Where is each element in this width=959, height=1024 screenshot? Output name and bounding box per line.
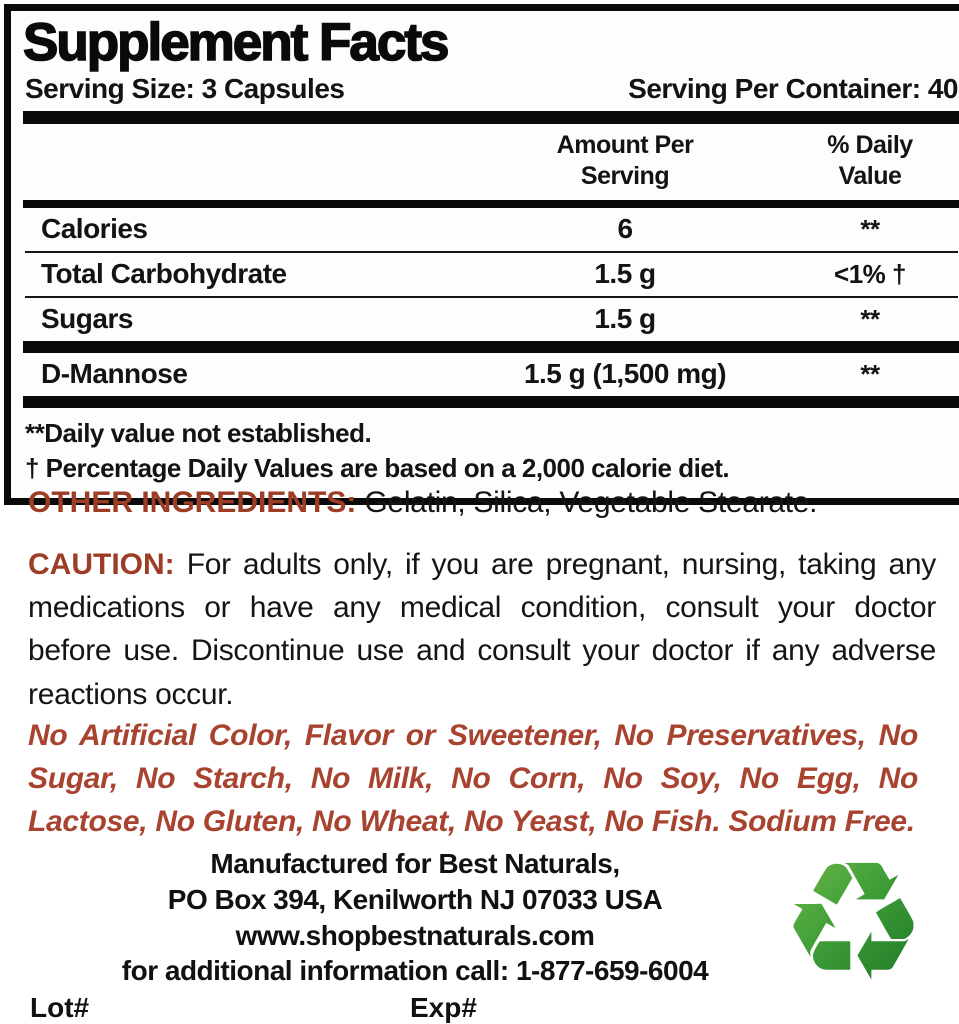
nutrient-amount: 1.5 g [594, 258, 656, 290]
nutrient-dv: ** [860, 358, 880, 389]
nutrient-dv: ** [860, 303, 880, 334]
daily-value-header: % Daily Value [827, 130, 913, 190]
nutrient-amount: 1.5 g (1,500 mg) [523, 358, 727, 390]
nutrient-amount: 6 [617, 213, 633, 245]
amount-per-serving-header: Amount Per Serving [556, 130, 694, 190]
nutrient-name: Total Carbohydrate [41, 258, 287, 290]
nutrient-name: Sugars [41, 303, 133, 335]
other-ingredients-label: OTHER INGREDIENTS: [28, 486, 357, 519]
serving-row [23, 71, 959, 111]
nutrient-name: D-Mannose [41, 358, 188, 390]
manufacturer-block [0, 846, 830, 989]
table-row [23, 253, 959, 296]
manufacturer-phone: for additional information call: 1-877-659-6004 [121, 955, 709, 987]
table-row [23, 208, 959, 251]
exp-label: Exp# [410, 992, 477, 1023]
column-headers [23, 124, 959, 201]
divider-medium [23, 200, 959, 208]
divider-thick [23, 341, 959, 353]
table-row [23, 298, 959, 341]
nutrient-amount: 1.5 g [594, 303, 656, 335]
footnote-percent-dv: † Percentage Daily Values are based on a 2,000 calorie diet. [25, 453, 730, 484]
divider-thick [23, 111, 959, 124]
divider-thick [23, 396, 959, 408]
manufacturer-line: Manufactured for Best Naturals, [210, 848, 620, 879]
servings-per-container: Serving Per Container: 40 [628, 72, 958, 104]
claims-paragraph: No Artificial Color, Flavor or Sweetener, No Preservatives, No Sugar, No Starch, No Milk, No Corn, No Soy, No Egg, No Lactose, No Gluten, No Wheat, No Yeast, No Fish. Sodium Free. [28, 719, 918, 839]
serving-size: Serving Size: 3 Capsules [25, 72, 345, 104]
table-row [23, 353, 959, 396]
supplement-facts-panel [4, 4, 959, 505]
nutrient-name: Calories [41, 213, 148, 245]
footnotes [23, 408, 959, 490]
caution-paragraph [28, 543, 936, 716]
footnote-daily-value: **Daily value not established. [25, 418, 372, 449]
caution-label: CAUTION: [28, 548, 175, 581]
lot-label: Lot# [30, 992, 90, 1023]
nutrient-dv: <1% † [834, 258, 906, 289]
recycle-icon: ♻ [766, 842, 941, 1007]
nutrient-dv: ** [860, 213, 880, 244]
manufacturer-address: PO Box 394, Kenilworth NJ 07033 USA [167, 883, 663, 915]
other-ingredients [28, 486, 933, 520]
caution-text: For adults only, if you are pregnant, nursing, taking any medications or have any medical condition, consult your doctor before use. Discontinue use and consult your doctor if any adverse reactions occur. [28, 548, 936, 711]
other-ingredients-text: Gelatin, Silica, Vegetable Stearate. [356, 486, 818, 519]
panel-title: Supplement Facts [23, 13, 448, 72]
manufacturer-website: www.shopbestnaturals.com [235, 919, 595, 951]
